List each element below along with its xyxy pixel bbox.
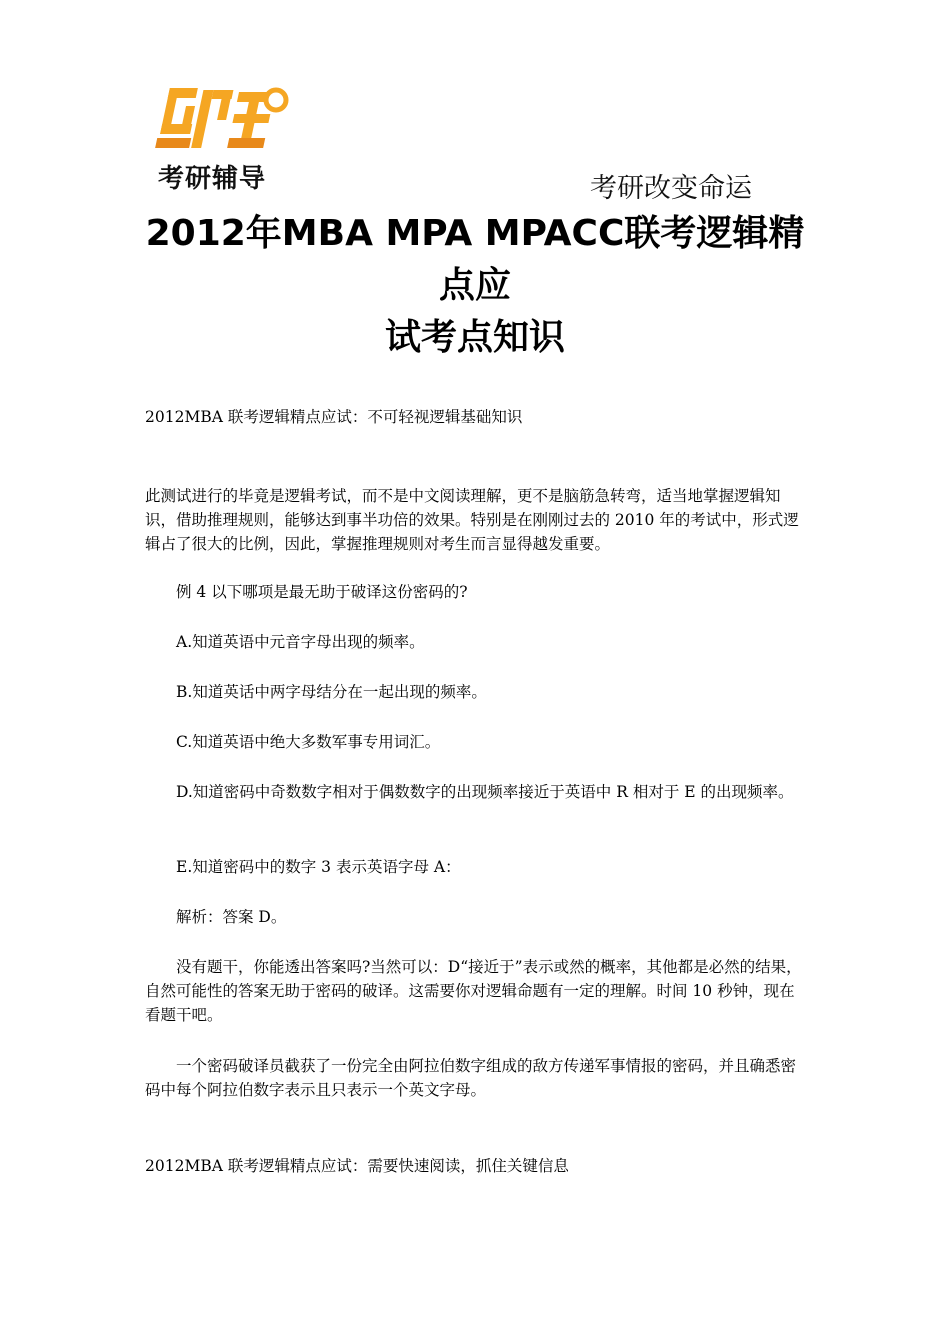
question-stem-paragraph: 一个密码破译员截获了一份完全由阿拉伯数字组成的敌方传递军事情报的密码，并且确悉密码中每个阿拉伯数字表示且只表示一个英文字母。: [145, 1057, 797, 1099]
option-a: A.知道英语中元音字母出现的频率。: [176, 633, 425, 651]
title-line-2: 试考点知识: [384, 317, 565, 358]
document-title: [140, 208, 810, 364]
section-heading-2: 2012MBA 联考逻辑精点应试：需要快速阅读，抓住关键信息: [145, 1157, 569, 1175]
answer-analysis: 解析：答案 D。: [176, 908, 287, 926]
title-line-1: 2012年MBA MPA MPACC联考逻辑精点应: [145, 213, 805, 306]
example-question: 例 4 以下哪项是最无助于破译这份密码的?: [176, 583, 468, 601]
logo-subtitle: 考研辅导: [158, 164, 267, 194]
option-b: B.知道英话中两字母结分在一起出现的频率。: [176, 683, 487, 701]
section-heading: 2012MBA 联考逻辑精点应试：不可轻视逻辑基础知识: [145, 408, 523, 426]
explanation-paragraph: 没有题干，你能透出答案吗?当然可以：D“接近于”表示或然的概率，其他都是必然的结果，自然可能性的答案无助于密码的破译。这需要你对逻辑命题有一定的理解。时间 10 秒钟，现在看题干吧。: [145, 958, 802, 1024]
intro-paragraph: 此测试进行的毕竟是逻辑考试，而不是中文阅读理解，更不是脑筋急转弯，适当地掌握逻辑知识，借助推理规则，能够达到事半功倍的效果。特别是在刚刚过去的 2010 年的考试中，形式逻辑占了很大的比例，因此，掌握推理规则对考生而言显得越发重要。: [145, 487, 799, 553]
option-d: D.知道密码中奇数数字相对于偶数数字的出现频率接近于英语中 R 相对于 E 的出现频率。: [176, 783, 794, 801]
option-e: E.知道密码中的数字 3 表示英语字母 A：: [176, 858, 461, 876]
slogan: 考研改变命运: [590, 173, 752, 204]
option-c: C.知道英语中绝大多数军事专用词汇。: [176, 733, 441, 751]
